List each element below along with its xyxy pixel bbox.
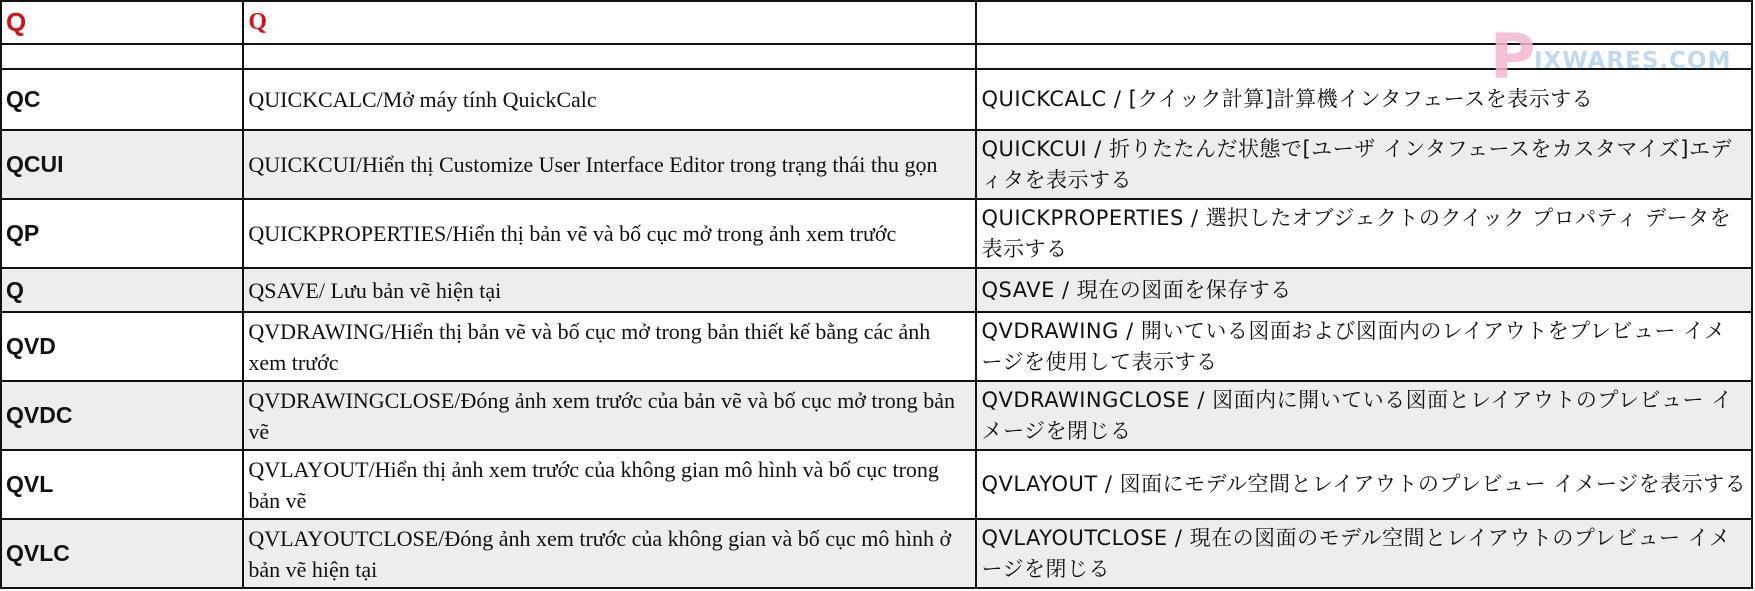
jp-description-cell: QUICKPROPERTIES / 選択したオブジェクトのクイック プロパティ データを表示する bbox=[976, 199, 1752, 268]
table-row bbox=[1, 130, 1752, 199]
vi-description-cell: QSAVE/ Lưu bản vẽ hiện tại bbox=[243, 268, 976, 312]
vi-description-cell: QVDRAWINGCLOSE/Đóng ảnh xem trước của bản vẽ và bố cục mở trong bản vẽ bbox=[243, 381, 976, 450]
code-cell: QCUI bbox=[1, 130, 243, 199]
jp-description-cell: QVLAYOUT / 図面にモデル空間とレイアウトのプレビュー イメージを表示する bbox=[976, 450, 1752, 519]
jp-description-cell: QVLAYOUTCLOSE / 現在の図面のモデル空間とレイアウトのプレビュー イメージを閉じる bbox=[976, 519, 1752, 588]
vi-description-cell: QUICKCUI/Hiển thị Customize User Interface Editor trong trạng thái thu gọn bbox=[243, 130, 976, 199]
vi-description-cell: QVLAYOUT/Hiển thị ảnh xem trước của không gian mô hình và bố cục trong bản vẽ bbox=[243, 450, 976, 519]
table-row bbox=[1, 450, 1752, 519]
table-row bbox=[1, 199, 1752, 268]
code-cell: QVL bbox=[1, 450, 243, 519]
code-cell: QVD bbox=[1, 312, 243, 381]
jp-description-cell: QUICKCALC / [クイック計算]計算機インタフェースを表示する bbox=[976, 69, 1752, 130]
table-row bbox=[1, 312, 1752, 381]
header-vi-cell: Q bbox=[243, 1, 976, 44]
spacer-row bbox=[1, 44, 1752, 69]
vi-description-cell: QUICKCALC/Mở máy tính QuickCalc bbox=[243, 69, 976, 130]
vi-description-cell: QVDRAWING/Hiển thị bản vẽ và bố cục mở trong bản thiết kế bằng các ảnh xem trước bbox=[243, 312, 976, 381]
watermark-logo-text: IXWARES.COM bbox=[1534, 48, 1732, 74]
vi-description-cell: QVLAYOUTCLOSE/Đóng ảnh xem trước của không gian và bố cục mô hình ở bản vẽ hiện tại bbox=[243, 519, 976, 588]
code-cell: QP bbox=[1, 199, 243, 268]
table-row bbox=[1, 381, 1752, 450]
jp-description-cell: QVDRAWING / 開いている図面および図面内のレイアウトをプレビュー イメージを使用して表示する bbox=[976, 312, 1752, 381]
header-jp-cell bbox=[976, 1, 1752, 44]
table-row bbox=[1, 268, 1752, 312]
code-cell: QVDC bbox=[1, 381, 243, 450]
spacer-cell bbox=[243, 44, 976, 69]
jp-description-cell: QSAVE / 現在の図面を保存する bbox=[976, 268, 1752, 312]
vi-description-cell: QUICKPROPERTIES/Hiển thị bản vẽ và bố cục mở trong ảnh xem trước bbox=[243, 199, 976, 268]
code-cell: QC bbox=[1, 69, 243, 130]
code-cell: QVLC bbox=[1, 519, 243, 588]
header-code-cell: Q bbox=[1, 1, 243, 44]
jp-description-cell: QUICKCUI / 折りたたんだ状態で[ユーザ インタフェースをカスタマイズ]エディタを表示する bbox=[976, 130, 1752, 199]
spacer-cell bbox=[1, 44, 243, 69]
spacer-cell bbox=[976, 44, 1752, 69]
header-row bbox=[1, 1, 1752, 44]
watermark-logo-mark: P bbox=[1490, 20, 1536, 93]
jp-description-cell: QVDRAWINGCLOSE / 図面内に開いている図面とレイアウトのプレビュー イメージを閉じる bbox=[976, 381, 1752, 450]
code-cell: Q bbox=[1, 268, 243, 312]
table-row bbox=[1, 69, 1752, 130]
table-row bbox=[1, 519, 1752, 588]
